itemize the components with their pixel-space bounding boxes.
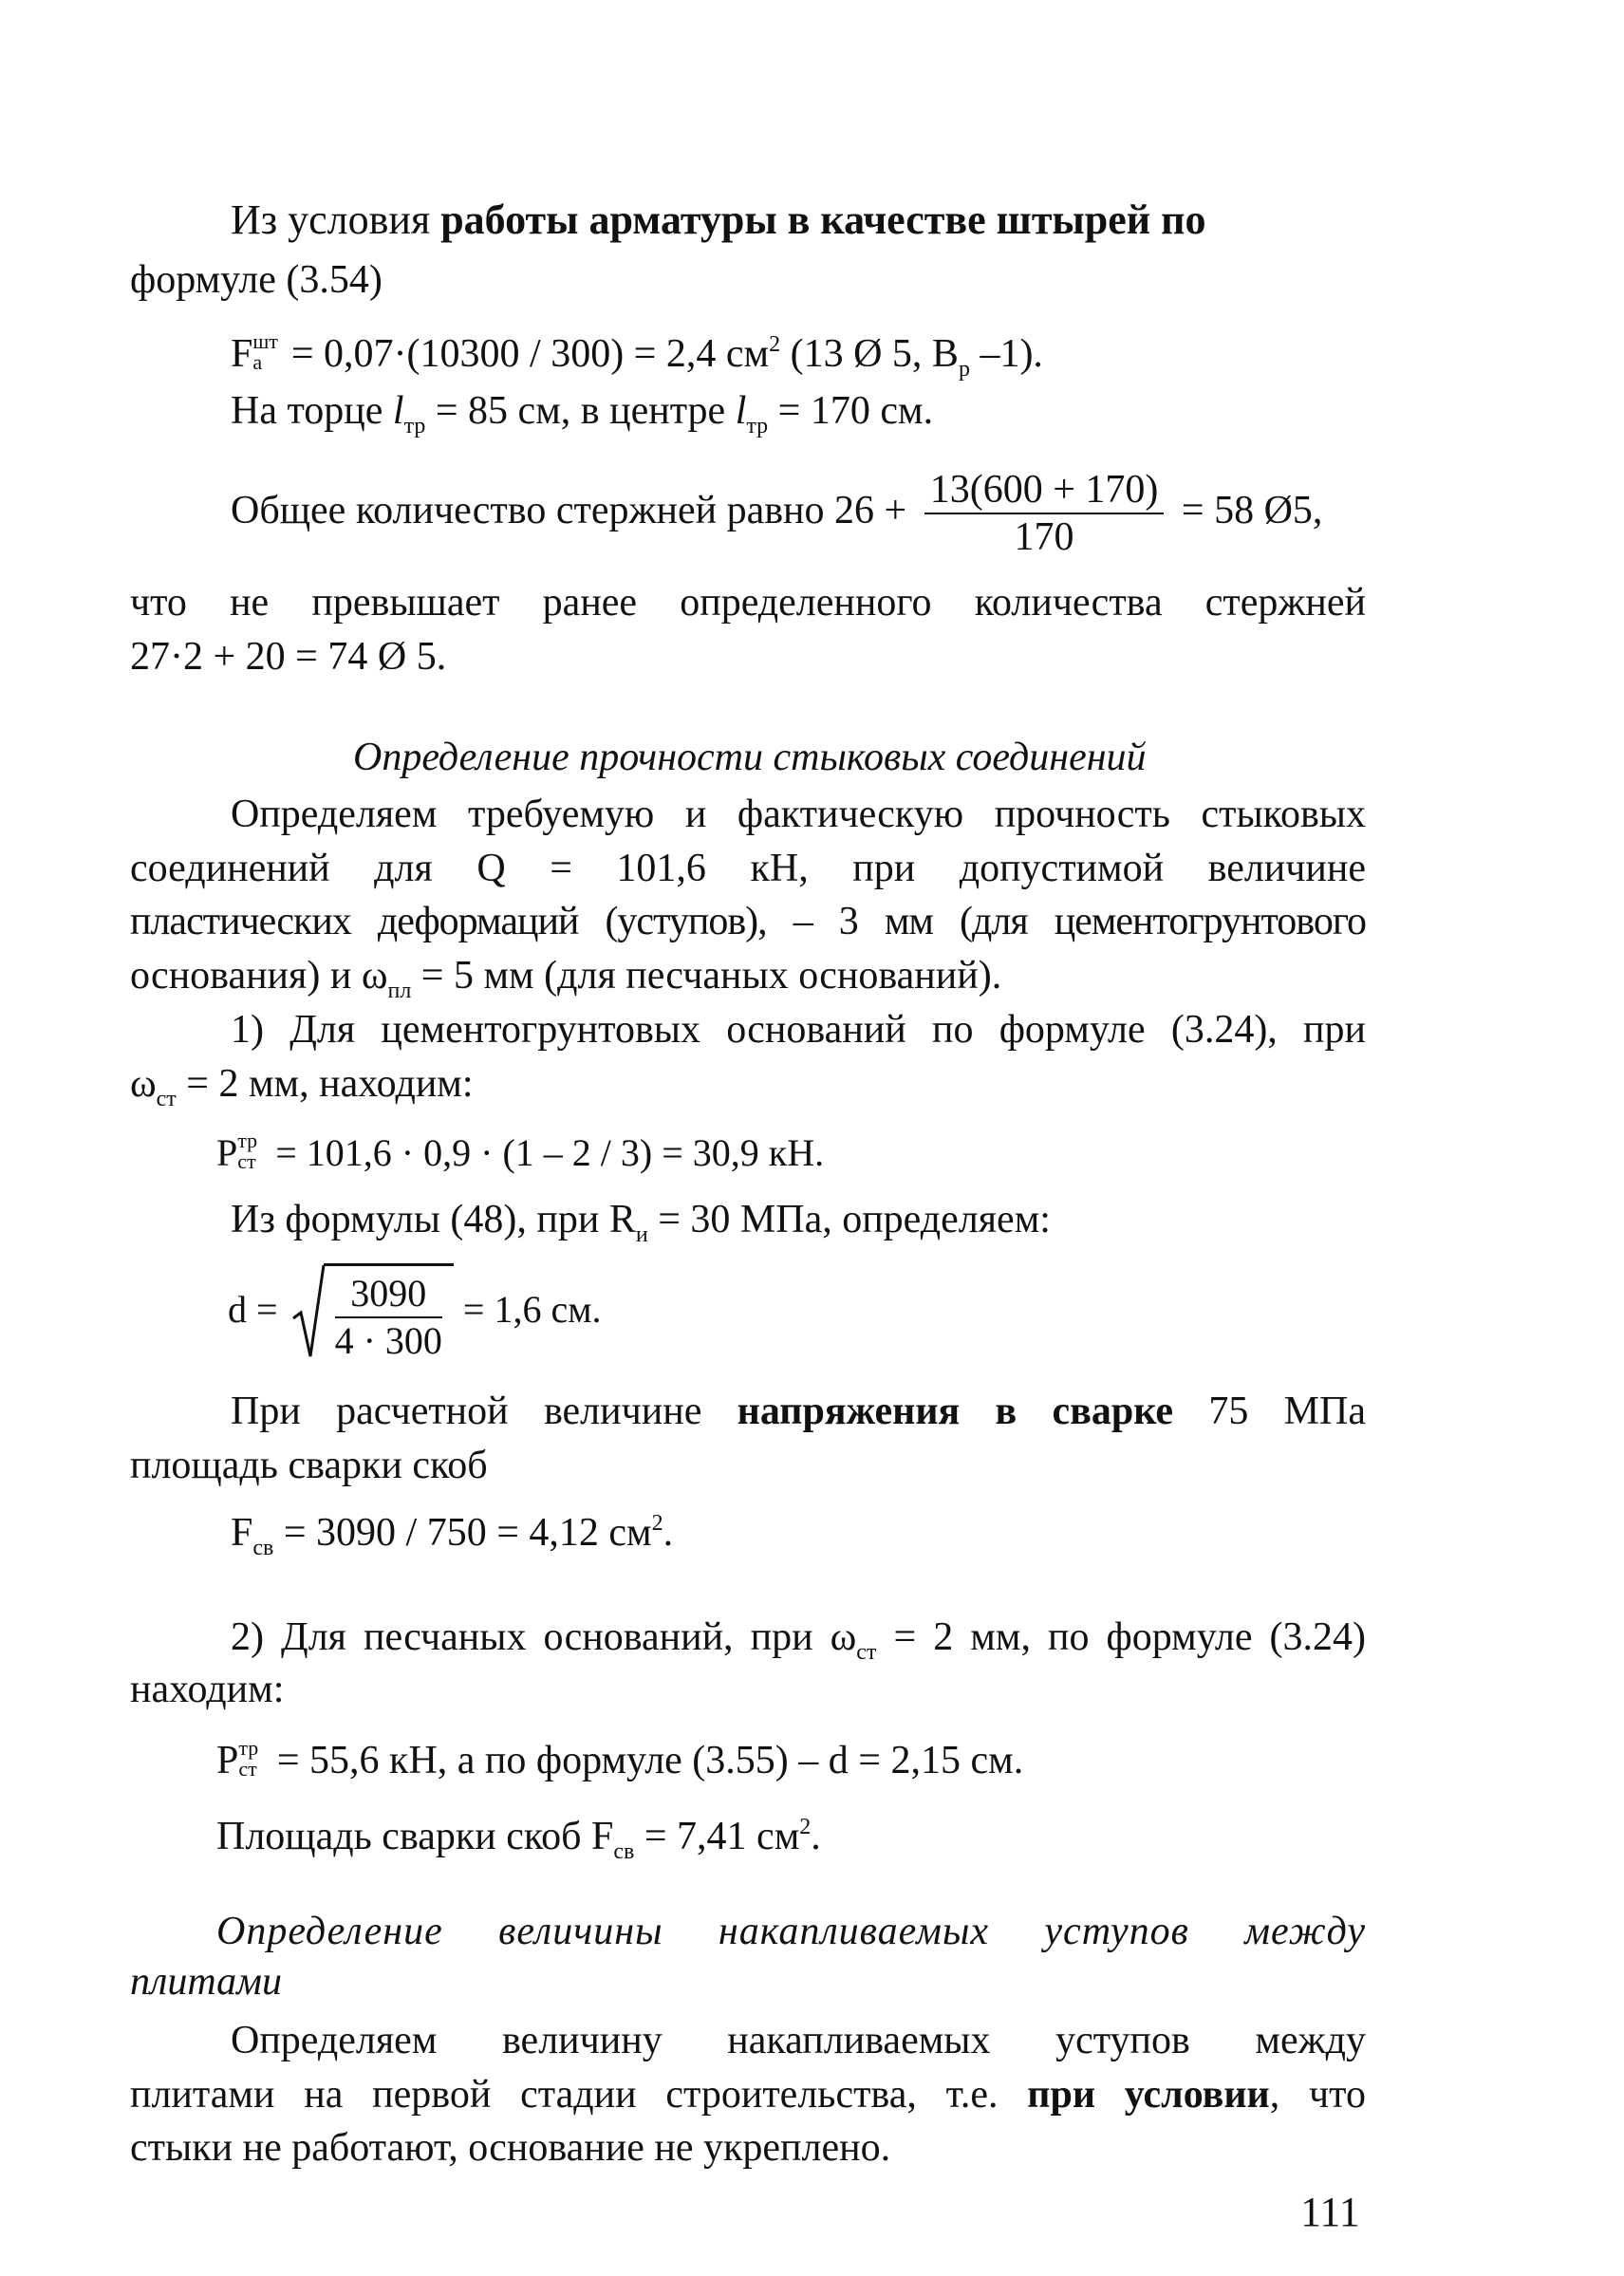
text-line [130, 1442, 488, 1489]
text-line [130, 256, 383, 304]
radical-sign [291, 1263, 326, 1360]
superscript: шт [252, 329, 278, 353]
text-run: При расчетной величине [231, 1390, 737, 1433]
text-run: (13 Ø 5, B [780, 332, 959, 376]
text-line [130, 1060, 474, 1123]
subscript: ст [856, 1640, 877, 1665]
page-number: 111 [1300, 2189, 1360, 2235]
text-run: = 2 мм, по формуле (3.24) [876, 1615, 1367, 1659]
text-line [231, 1196, 1051, 1259]
text-line [130, 633, 446, 681]
text-line [231, 1614, 1366, 1676]
heading-text: Определение величины накапливаемых уступов между [216, 1910, 1366, 1953]
text-run: = 2 мм, находим: [176, 1062, 474, 1106]
superscript: тр [237, 1129, 258, 1152]
index-stack [238, 1736, 267, 1781]
index-stack [252, 329, 281, 374]
text-run: d = [228, 1288, 288, 1331]
text-run: площадь сварки скоб [130, 1444, 488, 1487]
subscript: св [252, 1536, 274, 1560]
bold-text: при условии [1027, 2073, 1270, 2117]
paragraph-line [130, 2071, 1366, 2118]
text-run: находим: [130, 1668, 285, 1711]
text-run: . [663, 1511, 674, 1555]
superscript: 2 [769, 332, 781, 357]
text-run: что не превышает ранее определенного количества стержней [130, 581, 1366, 625]
formula-line [231, 1500, 673, 1572]
subscript: р [958, 357, 970, 382]
superscript: тр [238, 1736, 259, 1760]
text-run: = 85 см, в центре [425, 389, 736, 433]
text-run: = 55,6 кН, а по формуле (3.55) – d = 2,15 см. [267, 1739, 1024, 1782]
text-run: 2) Для песчаных оснований, при ω [231, 1615, 857, 1659]
symbol: P [216, 1131, 238, 1174]
square-root [291, 1263, 454, 1364]
text-line [231, 1006, 1366, 1054]
text-line [231, 1388, 1366, 1435]
symbol: F [231, 332, 253, 376]
section-heading [130, 1958, 282, 2005]
paragraph-line [130, 2124, 890, 2172]
text-run: формуле (3.54) [130, 258, 383, 302]
numerator: 3090 [335, 1271, 442, 1318]
paragraph-line [231, 2017, 1366, 2064]
text-run: = 58 Ø5, [1171, 489, 1323, 532]
text-run: = 101,6 · 0,9 · (1 – 2 / 3) = 30,9 кН. [266, 1131, 825, 1174]
section-heading [353, 734, 1147, 781]
text-run: = 170 см. [768, 389, 934, 433]
formula-line [216, 1737, 1023, 1784]
formula-line [231, 463, 1322, 560]
text-line [216, 1803, 821, 1875]
text-run: Из условия [231, 196, 441, 243]
text-run: = 0,07·(10300 / 300) = 2,4 см [281, 332, 770, 376]
bold-text: напряжения в сварке [737, 1390, 1174, 1433]
denominator: 170 [1014, 515, 1074, 560]
text-line [130, 579, 1366, 626]
text-run: = 30 МПа, определяем: [647, 1198, 1051, 1241]
subscript: тр [403, 414, 426, 438]
superscript: 2 [799, 1815, 812, 1839]
text-line [130, 1666, 284, 1713]
text-run: –1). [969, 332, 1043, 376]
text-run: = 1,6 см. [453, 1288, 602, 1331]
text-run: Общее количество стержней равно [231, 489, 835, 532]
text-run: = 5 мм (для песчаных оснований). [411, 954, 1002, 998]
symbol: P [216, 1739, 239, 1782]
paragraph-line [130, 898, 1366, 945]
text-run: 1) Для цементогрунтовых оснований по формуле (3.24), при [231, 1008, 1366, 1052]
subscript: ст [156, 1087, 177, 1111]
text-run: пластических деформаций (уступов), – 3 мм (для цементогрунтового [130, 900, 1366, 943]
superscript: 2 [651, 1511, 663, 1536]
subscript: а [252, 350, 263, 374]
subscript: пл [387, 979, 412, 1003]
text-run: 27·2 + 20 = 74 Ø 5. [130, 635, 447, 679]
text-run: 75 МПа [1173, 1390, 1366, 1433]
symbol: F [231, 1511, 253, 1555]
text-run: = 3090 / 750 = 4,12 см [273, 1511, 652, 1555]
symbol: l [735, 389, 747, 433]
text-run: Определяем требуемую и фактическую прочность стыковых [231, 793, 1366, 836]
subscript: тр [746, 414, 769, 438]
text-run: Площадь сварки скоб F [216, 1815, 614, 1858]
text-run: 26 + [834, 489, 917, 532]
text-run: плитами на первой стадии строительства, т.е. [130, 2073, 1028, 2117]
fraction [924, 467, 1165, 560]
subscript: ст [238, 1757, 257, 1781]
text-run: Определяем величину накапливаемых уступов между [231, 2019, 1366, 2062]
formula-line [231, 321, 1043, 393]
text-run: ω [130, 1062, 157, 1106]
text-line [231, 387, 933, 450]
text-run: , что [1269, 2073, 1366, 2117]
symbol: l [392, 389, 404, 433]
heading-text: плитами [130, 1960, 282, 2004]
subscript: ст [237, 1149, 256, 1173]
subscript: св [613, 1839, 635, 1864]
text-run: стыки не работают, основание не укреплено. [130, 2126, 891, 2170]
heading-text: Определение прочности стыковых соединений [353, 736, 1147, 779]
formula-line [216, 1129, 824, 1177]
text-run: . [811, 1815, 821, 1858]
index-stack [237, 1131, 266, 1173]
numerator: 13(600 + 170) [924, 467, 1165, 514]
fraction [335, 1271, 442, 1364]
subscript: и [635, 1222, 648, 1247]
text-line [231, 196, 1206, 244]
denominator: 4 · 300 [334, 1318, 442, 1362]
text-run: Из формулы (48), при R [231, 1198, 636, 1241]
paragraph-line [130, 845, 1366, 892]
text-run: = 7,41 см [634, 1815, 800, 1858]
text-run: соединений для Q = 101,6 кН, при допустимой величине [130, 847, 1366, 890]
text-run: основания) и ω [130, 954, 388, 998]
section-heading [216, 1908, 1366, 1955]
paragraph-line [231, 791, 1366, 838]
formula-line [228, 1262, 602, 1364]
bold-text: работы арматуры в качестве штырей по [440, 196, 1206, 243]
text-run: На торце [231, 389, 393, 433]
radicand [324, 1263, 454, 1364]
